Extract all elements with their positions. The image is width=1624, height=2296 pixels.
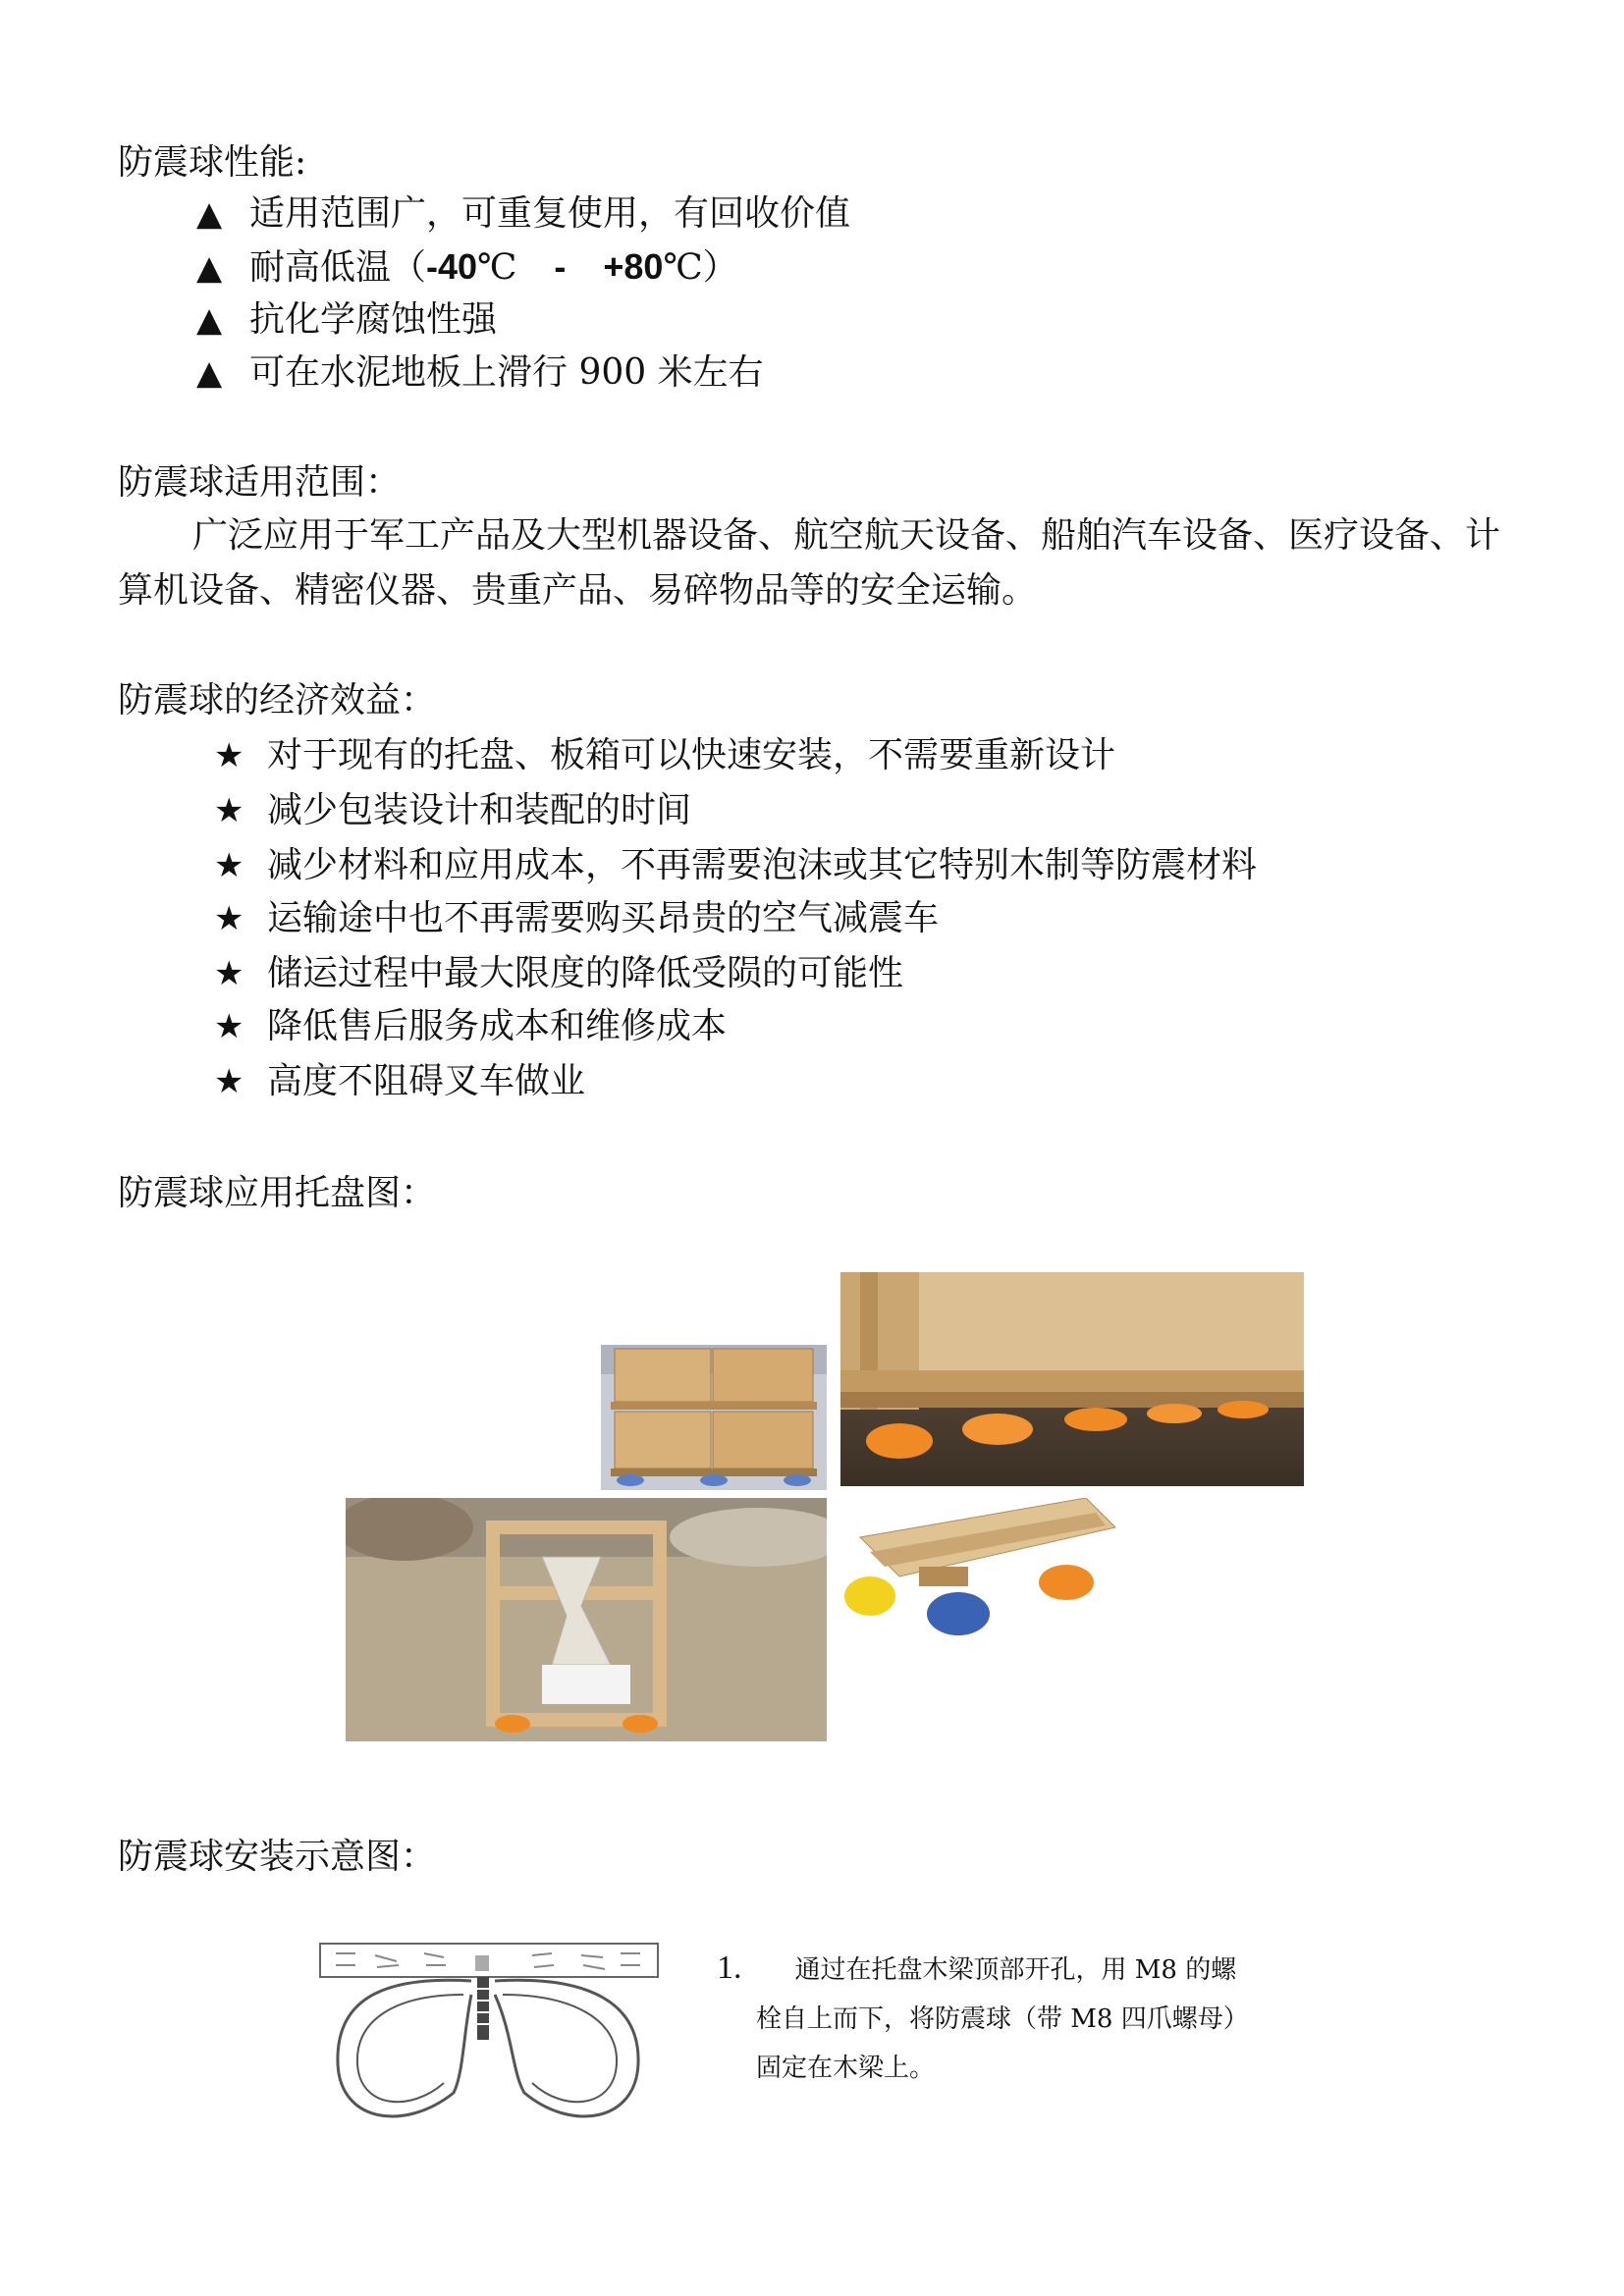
star-bullet-icon: ★ [214,1062,244,1101]
triangle-bullet-icon: ▲ [196,300,223,340]
benefit-item: ★ 对于现有的托盘、板箱可以快速安装，不需要重新设计 [214,732,1115,779]
install-step-1: 1. 通过在托盘木梁顶部开孔，用 M8 的螺 栓自上而下，将防震球（带 M8 四爪螺母） 固定在木梁上。 [717,1949,1249,2083]
pallet-figure-title: 防震球应用托盘图： [118,1173,437,1213]
benefit-item: ★ 储运过程中最大限度的降低受陨的可能性 [214,950,903,997]
benefit-item: ★ 减少包装设计和装配的时间 [214,787,691,834]
install-diagram [316,1936,664,2152]
triangle-bullet-icon: ▲ [196,248,223,288]
star-bullet-icon: ★ [214,736,244,775]
performance-item: ▲ 适用范围广，可重复使用，有回收价值 [196,190,850,238]
star-bullet-icon: ★ [214,846,244,885]
benefits-title: 防震球的经济效益： [118,680,437,721]
benefit-item: ★ 高度不阻碍叉车做业 [214,1058,585,1105]
star-bullet-icon: ★ [214,791,244,830]
benefit-item: ★ 降低售后服务成本和维修成本 [214,1003,727,1050]
photo-pallet-on-balls [840,1498,1119,1643]
triangle-bullet-icon: ▲ [196,353,223,393]
star-bullet-icon: ★ [214,954,244,993]
step-number: 1. [717,1949,742,1986]
performance-item: ▲ 耐高低温（-40℃ - +80℃） [196,243,738,292]
performance-item: ▲ 抗化学腐蚀性强 [196,296,497,344]
install-title: 防震球安装示意图： [118,1837,437,1877]
photo-crate-on-balls [840,1272,1304,1486]
performance-title: 防震球性能: [118,142,307,183]
scope-paragraph: 广泛应用于军工产品及大型机器设备、航空航天设备、船舶汽车设备、医疗设备、计算机设备、精密仪器、贵重产品、易碎物品等的安全运输。 [118,515,1501,611]
performance-item: ▲ 可在水泥地板上滑行 900 米左右 [196,349,764,397]
triangle-bullet-icon: ▲ [196,194,223,234]
star-bullet-icon: ★ [214,899,244,938]
photo-stacked-cartons [601,1345,827,1490]
photo-crated-sculpture [346,1498,827,1741]
star-bullet-icon: ★ [214,1007,244,1046]
scope-title: 防震球适用范围： [118,462,402,503]
benefit-item: ★ 减少材料和应用成本，不再需要泡沫或其它特别木制等防震材料 [214,842,1257,889]
benefit-item: ★ 运输途中也不再需要购买昂贵的空气减震车 [214,895,939,942]
